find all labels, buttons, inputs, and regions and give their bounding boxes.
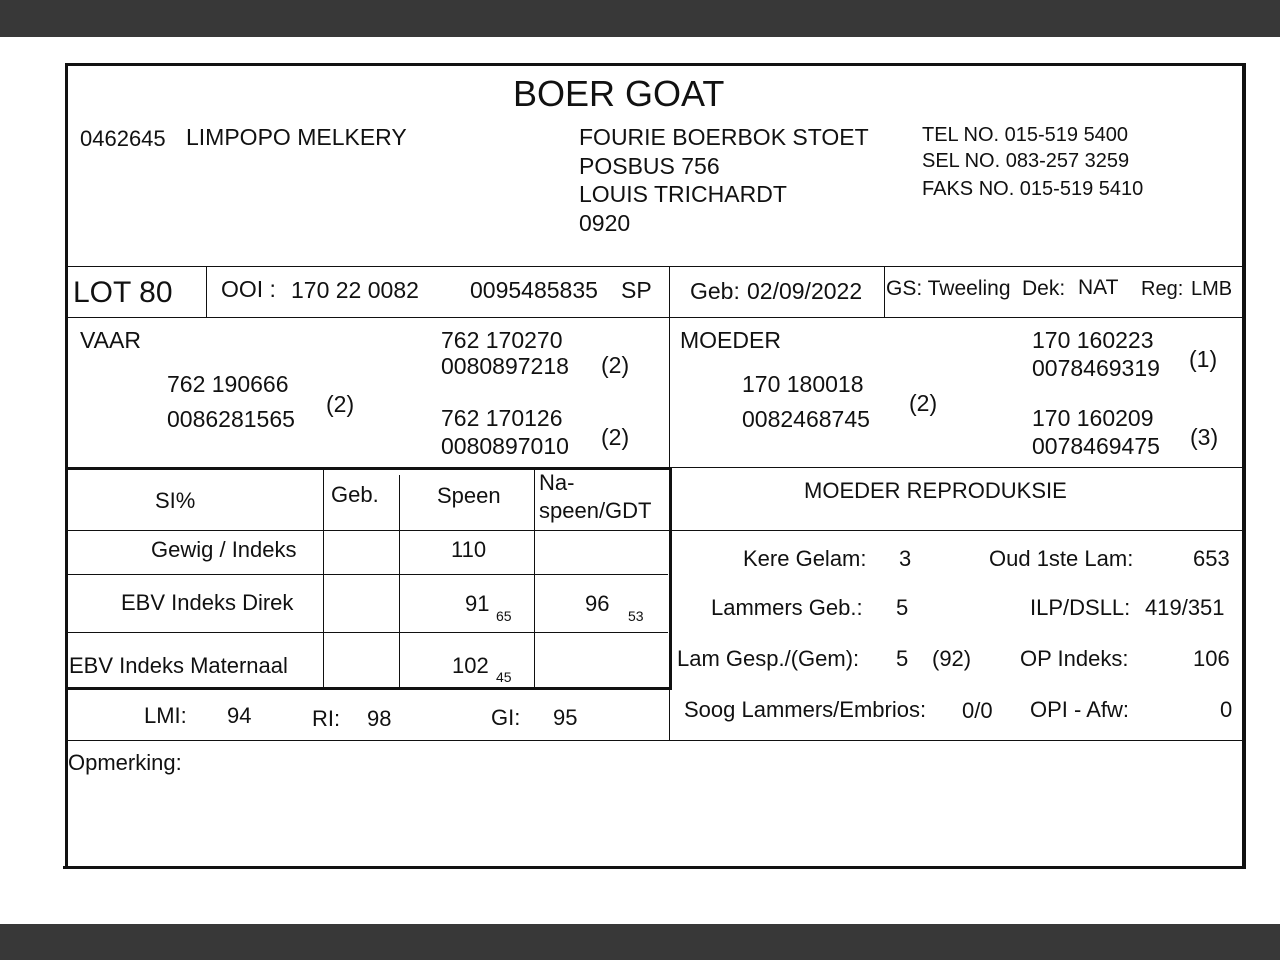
soog-value: 0/0 (962, 698, 993, 723)
lot-label: LOT 80 (73, 276, 173, 309)
ilp-label: ILP/DSLL: (1030, 595, 1131, 620)
lot-sep-2 (884, 266, 885, 318)
op-label: OP Indeks: (1020, 646, 1129, 671)
ooi-reg: 0095485835 (470, 277, 598, 303)
moeder-dam1-reg: 0078469319 (1032, 355, 1160, 381)
vaar-grade: (2) (326, 391, 355, 417)
divider-pedigree (67, 467, 672, 470)
reg-label: Reg: (1141, 278, 1184, 300)
si-table-bottom (67, 687, 672, 690)
vaar-sire1-id: 762 170270 (441, 327, 563, 353)
si-header-geb: Geb. (331, 482, 379, 507)
moeder-id: 170 180018 (742, 371, 864, 397)
lammers-value: 5 (896, 595, 909, 620)
owner-id: 0462645 (80, 126, 166, 151)
breeder-name: FOURIE BOERBOK STOET (579, 124, 869, 150)
moeder-dam1-grade: (1) (1189, 346, 1218, 372)
lot-sep-1 (206, 266, 207, 318)
si-header-naspeen-2: speen/GDT (539, 498, 652, 523)
kere-value: 3 (899, 546, 912, 571)
frame-left (65, 63, 68, 869)
contact-tel: TEL NO. 015-519 5400 (922, 124, 1129, 146)
si-header-label: SI% (155, 488, 196, 513)
si-row3-speen: 102 (452, 653, 489, 678)
si-row1-speen: 110 (451, 537, 487, 562)
opi-value: 0 (1220, 697, 1233, 722)
si-row1-label: Gewig / Indeks (151, 537, 297, 562)
moeder-dam1-id: 170 160223 (1032, 327, 1154, 353)
lmi-label: LMI: (144, 703, 187, 728)
gi-label: GI: (491, 705, 521, 730)
vaar-sire2-grade: (2) (601, 424, 630, 450)
gs-value: GS: Tweeling (886, 277, 1011, 300)
moeder-dam2-id: 170 160209 (1032, 405, 1154, 431)
frame-top (65, 63, 1246, 66)
owner-name: LIMPOPO MELKERY (186, 124, 407, 150)
dek-value: NAT (1078, 276, 1119, 299)
si-row-line-1 (67, 530, 1243, 531)
vaar-sire2-id: 762 170126 (441, 405, 563, 431)
divider-opmerking (67, 740, 1243, 741)
geb-label: Geb: (690, 278, 740, 304)
moeder-dam2-reg: 0078469475 (1032, 433, 1160, 459)
vaar-id: 762 190666 (167, 371, 289, 397)
si-table-right (669, 467, 672, 690)
gesp-value: 5 (896, 646, 909, 671)
moeder-dam2-grade: (3) (1190, 424, 1219, 450)
dek-label: Dek: (1022, 277, 1066, 300)
bottom-bar (0, 924, 1280, 960)
top-bar (0, 0, 1280, 37)
moeder-label: MOEDER (680, 327, 781, 353)
frame-right (1242, 63, 1246, 869)
moeder-grade: (2) (909, 390, 938, 416)
si-row-line-3 (67, 632, 668, 633)
si-row2-naspeen-sub: 53 (628, 608, 644, 624)
breeder-code: 0920 (579, 210, 631, 236)
reg-value: LMB (1191, 278, 1233, 300)
si-row2-speen: 91 (465, 591, 490, 616)
vaar-sire2-reg: 0080897010 (441, 433, 569, 459)
contact-faks: FAKS NO. 015-519 5410 (922, 178, 1144, 200)
si-row3-speen-sub: 45 (496, 669, 512, 685)
ilp-value: 419/351 (1145, 595, 1225, 620)
op-value: 106 (1193, 646, 1230, 671)
si-row3-label: EBV Indeks Maternaal (69, 653, 288, 678)
gi-value: 95 (553, 705, 578, 730)
oud-label: Oud 1ste Lam: (989, 546, 1134, 571)
ri-label: RI: (312, 706, 341, 731)
si-row2-naspeen: 96 (585, 591, 610, 616)
vaar-sire1-reg: 0080897218 (441, 353, 569, 379)
gem-value: (92) (932, 646, 972, 671)
breeder-box: POSBUS 756 (579, 153, 720, 179)
si-col-1 (323, 467, 324, 689)
vaar-label: VAAR (80, 327, 141, 353)
ooi-id: 170 22 0082 (291, 277, 419, 303)
reproduksie-title: MOEDER REPRODUKSIE (804, 478, 1067, 503)
ooi-sp: SP (621, 277, 652, 303)
ooi-label: OOI : (221, 276, 276, 302)
si-row2-speen-sub: 65 (496, 608, 512, 624)
si-col-3 (534, 467, 535, 689)
moeder-reg: 0082468745 (742, 406, 870, 432)
gesp-label: Lam Gesp./(Gem): (677, 646, 860, 671)
soog-label: Soog Lammers/Embrios: (684, 697, 927, 722)
si-row2-label: EBV Indeks Direk (121, 590, 294, 615)
ri-value: 98 (367, 706, 392, 731)
oud-value: 653 (1193, 546, 1230, 571)
divider-pedigree-right (670, 467, 1243, 468)
kere-label: Kere Gelam: (743, 546, 867, 571)
contact-sel: SEL NO. 083-257 3259 (922, 150, 1130, 172)
frame-bottom (63, 866, 1246, 869)
divider-header (67, 266, 1243, 267)
page-title: BOER GOAT (513, 73, 725, 114)
opmerking-label: Opmerking: (68, 750, 182, 775)
breeder-town: LOUIS TRICHARDT (579, 181, 787, 207)
si-header-naspeen-1: Na- (539, 470, 575, 495)
divider-lot (67, 317, 1243, 318)
lammers-label: Lammers Geb.: (711, 595, 863, 620)
lmi-value: 94 (227, 703, 252, 728)
si-header-speen: Speen (437, 483, 501, 508)
si-row-line-2 (67, 574, 668, 575)
vaar-sire1-grade: (2) (601, 352, 630, 378)
vaar-reg: 0086281565 (167, 406, 295, 432)
geb-date: 02/09/2022 (747, 278, 863, 304)
si-col-2 (399, 475, 400, 689)
opi-label: OPI - Afw: (1030, 697, 1130, 722)
